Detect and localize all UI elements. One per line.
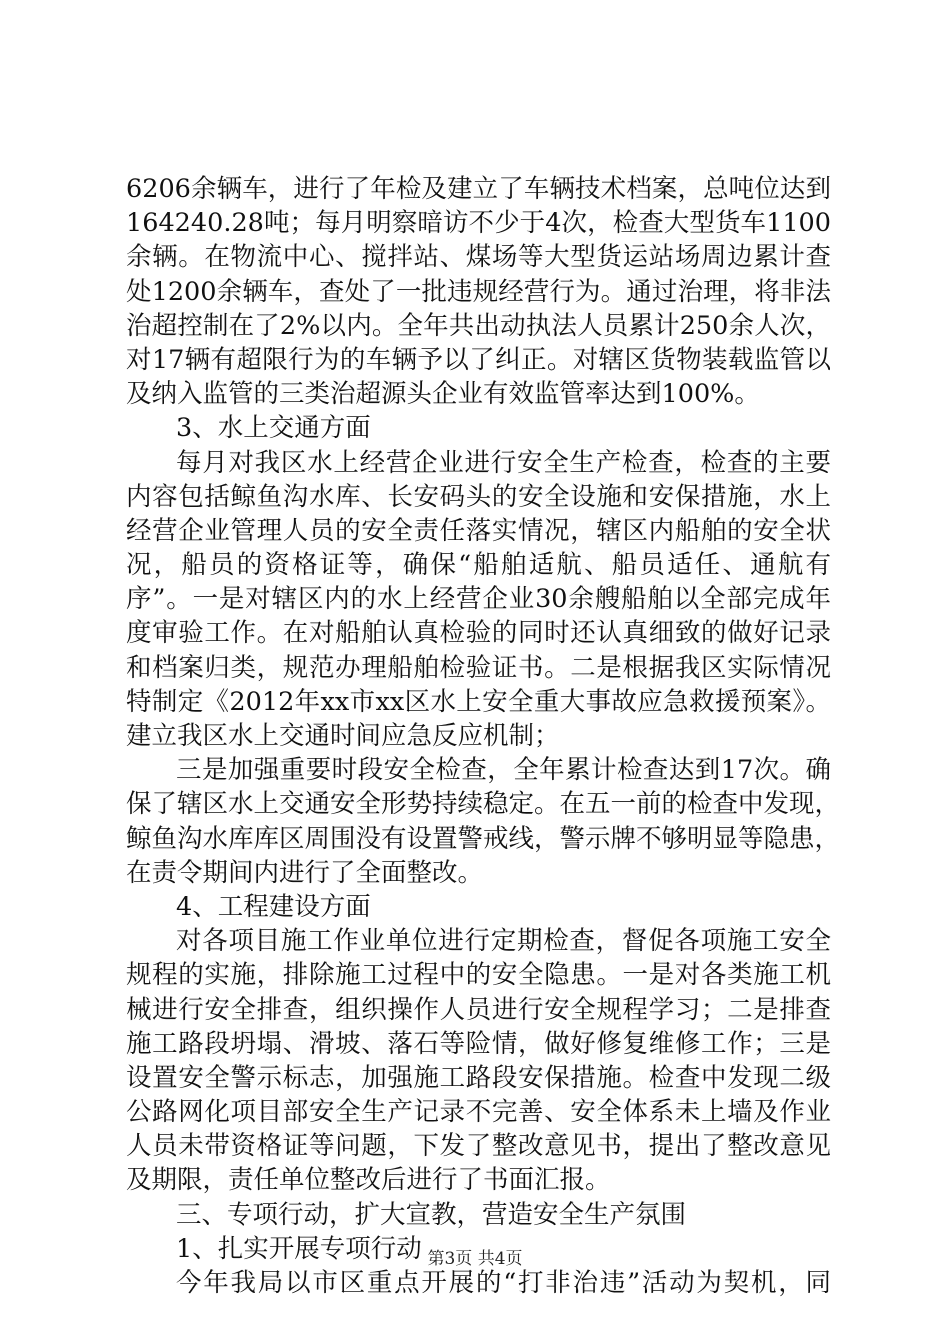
text-line: 治超控制在了2%以内。全年共出动执法人员累计250余人次，	[126, 310, 831, 341]
page-number-footer: 第3页 共4页	[427, 1249, 523, 1269]
text-line: 6206余辆车，进行了年检及建立了车辆技术档案，总吨位达到	[126, 174, 831, 204]
text-line: 内容包括鲸鱼沟水库、长安码头的安全设施和安保措施，水上	[126, 481, 831, 512]
text-line: 建立我区水上交通时间应急反应机制；	[126, 721, 560, 751]
text-line: 对17辆有超限行为的车辆予以了纠正。对辖区货物装载监管以	[126, 344, 831, 375]
text-line: 及期限，责任单位整改后进行了书面汇报。	[126, 1165, 611, 1196]
text-line: 序”。一是对辖区内的水上经营企业30余艘船舶以全部完成年	[126, 584, 831, 615]
text-line: 特制定《2012年xx市xx区水上安全重大事故应急救援预案》。	[126, 686, 831, 717]
text-line: 保了辖区水上交通安全形势持续稳定。在五一前的检查中发现，	[126, 789, 841, 820]
text-line: 鲸鱼沟水库库区周围没有设置警戒线，警示牌不够明显等隐患，	[126, 823, 841, 854]
text-line: 三是加强重要时段安全检查，全年累计检查达到17次。确	[176, 755, 831, 786]
text-line: 人员未带资格证等问题，下发了整改意见书，提出了整改意见	[126, 1131, 831, 1162]
text-line: 今年我局以市区重点开展的“打非治违”活动为契机，同	[176, 1268, 831, 1298]
section-heading: 三、专项行动，扩大宣教，营造安全生产氛围	[176, 1199, 687, 1230]
text-line: 经营企业管理人员的安全责任落实情况，辖区内船舶的安全状	[126, 515, 831, 546]
section-heading: 3、水上交通方面	[176, 413, 371, 444]
document-body	[126, 172, 841, 1300]
text-line: 设置安全警示标志，加强施工路段安保措施。检查中发现二级	[126, 1062, 831, 1093]
text-line: 处1200余辆车，查处了一批违规经营行为。通过治理，将非法	[126, 276, 831, 307]
text-line: 公路网化项目部安全生产记录不完善、安全体系未上墙及作业	[126, 1097, 831, 1128]
text-line: 施工路段坍塌、滑坡、落石等险情，做好修复维修工作；三是	[126, 1028, 831, 1059]
text-line: 及纳入监管的三类治超源头企业有效监管率达到100%。	[126, 379, 760, 410]
text-line: 度审验工作。在对船舶认真检验的同时还认真细致的做好记录	[126, 618, 831, 649]
subsection-heading: 1、扎实开展专项行动	[176, 1233, 422, 1264]
text-line: 每月对我区水上经营企业进行安全生产检查，检查的主要	[176, 447, 831, 478]
section-heading: 4、工程建设方面	[176, 891, 371, 922]
text-line: 164240.28吨；每月明察暗访不少于4次，检查大型货车1100	[126, 208, 831, 239]
text-line: 在责令期间内进行了全面整改。	[126, 857, 484, 888]
text-line: 余辆。在物流中心、搅拌站、煤场等大型货运站场周边累计查	[126, 242, 831, 273]
text-line: 规程的实施，排除施工过程中的安全隐患。一是对各类施工机	[126, 960, 831, 991]
text-line: 械进行安全排查，组织操作人员进行安全规程学习；二是排查	[126, 994, 831, 1025]
text-line: 对各项目施工作业单位进行定期检查，督促各项施工安全	[176, 926, 831, 957]
text-line: 况，船员的资格证等，确保“船舶适航、船员适任、通航有	[126, 550, 831, 581]
text-line: 和档案归类，规范办理船舶检验证书。二是根据我区实际情况	[126, 652, 831, 683]
